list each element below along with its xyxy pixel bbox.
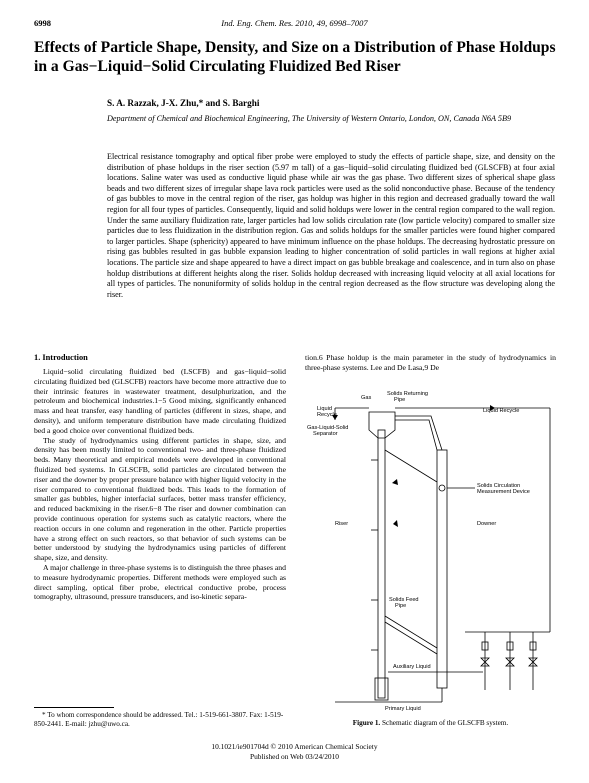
- label-solids-returning-pipe-2: Pipe: [394, 397, 406, 403]
- paragraph: A major challenge in three-phase systems is to distinguish the three phases and to measure hydrodynamic properties. Different methods were employed such as direct sampling, optical fiber probe, electrical conductive probe, process tomography, ultrasound, pressure transducers, and iso-kinetic separa-: [34, 562, 286, 602]
- published-line: Published on Web 03/24/2010: [250, 752, 339, 761]
- paragraph: The study of hydrodynamics using different particles in shape, size, and density has been mostly limited to conventional two- and three-phase fluidized beds. Many theoretical and empirical models were developed in conventional fluidized bed systems. In GLSCFB, solid particles are circulated between the riser and the downer by proper pressure balance with higher liquid velocity in the riser compared to conventional fluidized beds. This leads to the formation of smaller gas bubbles, higher interfacial surfaces, better mass transfer efficiency, and reduced backmixing in the riser.6−8 The riser and downer combination can provide continuous operation for systems such as catalytic reactors, where the reaction occurs in one column and regeneration in the other. Particle properties have a strong effect on such reactors, so that behavior of such systems can be better understood by studying the hydrodynamics using particles of different shape, size, and density.: [34, 435, 286, 563]
- separator: [369, 412, 395, 438]
- figure-1-schematic: [305, 390, 556, 712]
- figure-caption: [305, 719, 556, 727]
- label-gas: Gas: [361, 395, 372, 401]
- solids-feed-pipe: [385, 616, 437, 648]
- label-liquid-recycle-left-2: Recycle: [317, 412, 337, 418]
- paragraph: Liquid−solid circulating fluidized bed (LSCFB) and gas−liquid−solid circulating fluidized bed (GLSCFB) reactors have become more attractive due to their intrinsic features in wastewater treatment, desulphurization, and the petroleum and biochemical industries.1−5 Good mixing, significantly enhanced mass and heat transfer, easy handling of particles (different in sizes, shape, and density), and uniform temperature distribution have made circulating fluidized bed a good choice over conventional fluidized beds.: [34, 367, 286, 435]
- right-column-text: [305, 353, 556, 373]
- paper-title: Effects of Particle Shape, Density, and Size on a Distribution of Phase Holdups in a Gas−Liquid−Solid Circulating Fluidized Bed Riser: [34, 39, 556, 75]
- journal-info: Ind. Eng. Chem. Res. 2010, 49, 6998–7007: [221, 18, 368, 28]
- label-auxiliary-liquid: Auxiliary Liquid: [393, 664, 431, 670]
- section-heading-introduction: 1. Introduction: [34, 353, 88, 362]
- page-number: 6998: [34, 18, 51, 28]
- glscfb-diagram: [305, 390, 556, 712]
- caption-text: Schematic diagram of the GLSCFB system.: [380, 719, 509, 727]
- label-liquid-recycle-right: Liquid Recycle: [483, 408, 520, 414]
- left-column: [34, 367, 286, 602]
- riser-column: [378, 430, 385, 698]
- footnote-rule: [34, 707, 114, 708]
- label-solids-feed-pipe-1: Solids Feed: [389, 597, 419, 603]
- paragraph: tion.6 Phase holdup is the main parameter in the study of hydrodynamics in three-phase systems. Lee and De Lasa,9 De: [305, 353, 556, 372]
- label-solids-circulation-1: Solids Circulation: [477, 483, 521, 489]
- label-riser: Riser: [335, 521, 349, 527]
- label-primary-liquid: Primary Liquid: [385, 706, 421, 712]
- label-liquid-recycle-left-1: Liquid: [317, 406, 332, 412]
- authors: S. A. Razzak, J-X. Zhu,* and S. Barghi: [107, 98, 260, 108]
- footnote: * To whom correspondence should be addressed. Tel.: 1-519-661-3807. Fax: 1-519-850-2441. E-mail: jzhu@uwo.ca.: [34, 711, 284, 729]
- label-solids-feed-pipe-2: Pipe: [395, 603, 407, 609]
- label-downer: Downer: [477, 521, 497, 527]
- label-separator-1: Gas-Liquid-Solid: [307, 425, 349, 431]
- label-solids-returning-pipe-1: Solids Returning: [387, 391, 429, 397]
- abstract: Electrical resistance tomography and optical fiber probe were employed to study the effects of particle shape, size, and density on the distribution of phase holdups in the riser section (5.97 m tall) of a gas−liquid−solid circulating fluidized bed (GLSCFB) at four axial locations. Saline water was used as conductive liquid phase while air was the gas phase. Two different sizes of spherical shape glass beads and two different sizes of irregular shape lava rock particles were used as the solid nonconductive phase. Because of the tendency of gas bubbles to move in the central region of the riser, gas holdup was higher in this region and decreased gradually toward the wall region for all four types of particles. Consequently, liquid and solid holdups were lower in the central region compared to the wall region. Under the same auxiliary fluidization rate, larger particles had low solids circulation rate (low particle velocity) compared to smaller size particles due to less fluidization in the distribution region. Gas and solids holdups for the smaller particles were found higher compared to larger particles. Shape (sphericity) appeared to have minimum influence on the phase holdups. The decreasing hydrostatic pressure on rising gas bubbles resulted in gas bubble expansion leading to higher concentration of solid particles in wall regions at higher axial locations. The particle size and shape appeared to have a direct impact on gas bubble breakage and coalescence, and in turn also on phase holdup distributions at different heights along the riser. Solids holdup decreased with increasing liquid velocity at all axial locations for all types of particles. The nonuniformity of solids holdup in the central region decreased as the flow structure was developing along the riser.: [107, 152, 555, 299]
- label-solids-circulation-2: Measurement Device: [477, 489, 530, 495]
- label-separator-2: Separator: [313, 431, 338, 437]
- downer-column: [437, 450, 447, 688]
- affiliation: Department of Chemical and Biochemical Engineering, The University of Western Ontario, London, ON, Canada N6A 5B9: [107, 114, 512, 123]
- doi-line: 10.1021/ie901704d © 2010 American Chemical Society: [211, 742, 378, 751]
- solids-returning-pipe: [395, 416, 442, 450]
- caption-label: Figure 1.: [352, 719, 381, 727]
